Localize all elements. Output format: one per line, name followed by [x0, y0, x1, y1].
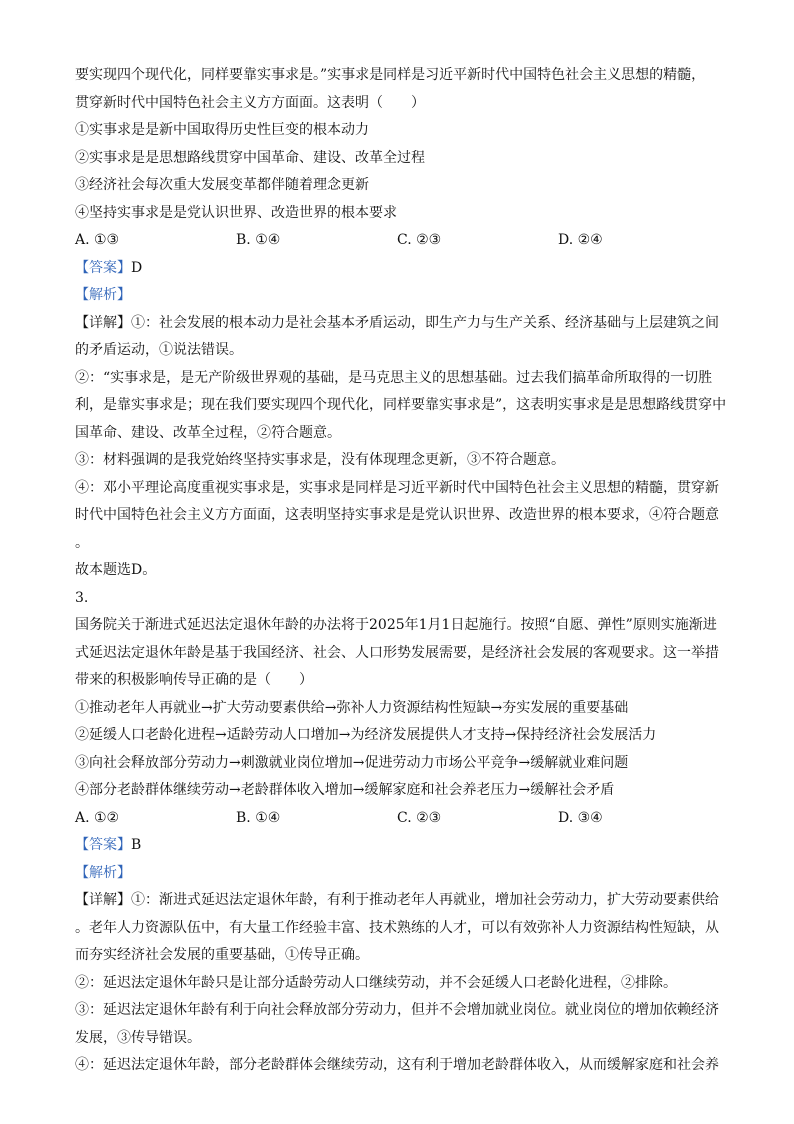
detail-tag: 【详解】 [75, 892, 131, 908]
q2-option-a: A. ①③ [75, 232, 120, 248]
detail-text: ①：社会发展的根本动力是社会基本矛盾运动，即生产力与生产关系、经济基础与上层建筑之间 [131, 314, 719, 331]
q2-option-b: B. ①④ [236, 232, 281, 248]
q3-answer [75, 832, 720, 860]
detail-line: 国革命、建设、改革全过程，②符合题意。 [75, 424, 341, 441]
detail-line: ②：延迟法定退休年龄只是让部分适龄劳动人口继续劳动，并不会延缓人口老龄化进程，②排除。 [75, 974, 677, 991]
q3-stem-line: 国务院关于渐进式延迟法定退休年龄的办法将于2025年1月1日起施行。按照“自愿、弹性”原则实施渐进 [75, 617, 717, 633]
q3-options [75, 805, 720, 833]
q2-statement: ③经济社会每次重大发展变革都伴随着理念更新 [75, 177, 369, 193]
q2-options [75, 227, 720, 255]
q3-analysis-heading [75, 860, 720, 888]
detail-line: 利，是靠实事求是；现在我们要实现四个现代化，同样要靠实事求是”，这表明实事求是是思想路线贯穿中 [75, 397, 727, 413]
answer-tag: 【答案】 [75, 837, 131, 853]
q3-statement: ③向社会释放部分劳动力→刺激就业岗位增加→促进劳动力市场公平竞争→缓解就业难问题 [75, 754, 629, 771]
q2-detail [75, 310, 727, 585]
q3-option-c: C. ②③ [397, 809, 442, 826]
q2-statement: ②实事求是是思想路线贯穿中国革命、建设、改革全过程 [75, 149, 425, 166]
q3-stem-line: 式延迟法定退休年龄是基于我国经济、社会、人口形势发展需要，是经济社会发展的客观要求。这一举措 [75, 644, 719, 661]
q2-statement: ①实事求是是新中国取得历史性巨变的根本动力 [75, 122, 369, 138]
q3-option-b: B. ①④ [236, 809, 281, 826]
analysis-tag: 【解析】 [75, 864, 131, 881]
detail-line: 而夯实经济社会发展的重要基础，①传导正确。 [75, 947, 369, 963]
q2-answer [75, 255, 720, 283]
answer-value: D [131, 259, 143, 276]
q3-detail [75, 887, 720, 1080]
q2-stem [75, 62, 720, 117]
detail-line [75, 887, 720, 915]
q3-option-d: D. ③④ [558, 809, 603, 826]
q3-number: 3. [75, 589, 89, 606]
detail-line: ③：材料强调的是我党始终坚持实事求是，没有体现理念更新，③不符合题意。 [75, 452, 565, 468]
q3-statement: ①推动老年人再就业→扩大劳动要素供给→弥补人力资源结构性短缺→夯实发展的重要基础 [75, 699, 629, 716]
detail-line: 故本题选D。 [75, 562, 157, 578]
detail-line: 。老年人力资源队伍中，有大量工作经验丰富、技术熟练的人才，可以有效弥补人力资源结构性短缺，从 [75, 919, 719, 936]
q2-analysis-heading [75, 282, 720, 310]
detail-text: ①：渐进式延迟法定退休年龄，有利于推动老年人再就业，增加社会劳动力，扩大劳动要素供给 [131, 892, 719, 908]
answer-tag: 【答案】 [75, 259, 131, 276]
document-page [75, 62, 727, 1080]
detail-line: 。 [75, 534, 89, 551]
detail-line: 发展，③传导错误。 [75, 1029, 201, 1046]
q2-stem-line: 贯穿新时代中国特色社会主义方方面面。这表明（ ） [75, 94, 425, 111]
detail-line: ④：延迟法定退休年龄，部分老龄群体会继续劳动，这有利于增加老龄群体收入，从而缓解家庭和社会养 [75, 1057, 719, 1073]
detail-line: 时代中国特色社会主义方方面面，这表明坚持实事求是是党认识世界、改造世界的根本要求，④符合题意 [75, 507, 719, 523]
q3-stem-line: 带来的积极影响传导正确的是（ ） [75, 672, 313, 688]
q2-option-d: D. ②④ [558, 232, 603, 248]
detail-tag: 【详解】 [75, 314, 131, 331]
analysis-tag: 【解析】 [75, 287, 131, 303]
q3-statements [75, 695, 720, 805]
detail-line: 的矛盾运动，①说法错误。 [75, 342, 243, 358]
answer-value: B [131, 837, 142, 853]
q3-stem [75, 612, 720, 695]
q2-statement: ④坚持实事求是是党认识世界、改造世界的根本要求 [75, 204, 397, 221]
q2-stem-line: 要实现四个现代化，同样要靠实事求是。”实事求是同样是习近平新时代中国特色社会主义思想的精髓， [75, 67, 706, 83]
detail-line: ③：延迟法定退休年龄有利于向社会释放部分劳动力，但并不会增加就业岗位。就业岗位的增加依赖经济 [75, 1002, 719, 1018]
q2-option-c: C. ②③ [397, 232, 442, 248]
detail-line: ②：“实事求是，是无产阶级世界观的基础，是马克思主义的思想基础。过去我们搞革命所取得的一切胜 [75, 369, 713, 386]
detail-line: ④：邓小平理论高度重视实事求是，实事求是同样是习近平新时代中国特色社会主义思想的精髓，贯穿新 [75, 479, 719, 496]
q2-statements [75, 117, 720, 227]
q3-option-a: A. ①② [75, 809, 120, 826]
q3-statement: ④部分老龄群体继续劳动→老龄群体收入增加→缓解家庭和社会养老压力→缓解社会矛盾 [75, 782, 615, 798]
detail-line [75, 310, 720, 338]
q3-statement: ②延缓人口老龄化进程→适龄劳动人口增加→为经济发展提供人才支持→保持经济社会发展活力 [75, 727, 657, 743]
